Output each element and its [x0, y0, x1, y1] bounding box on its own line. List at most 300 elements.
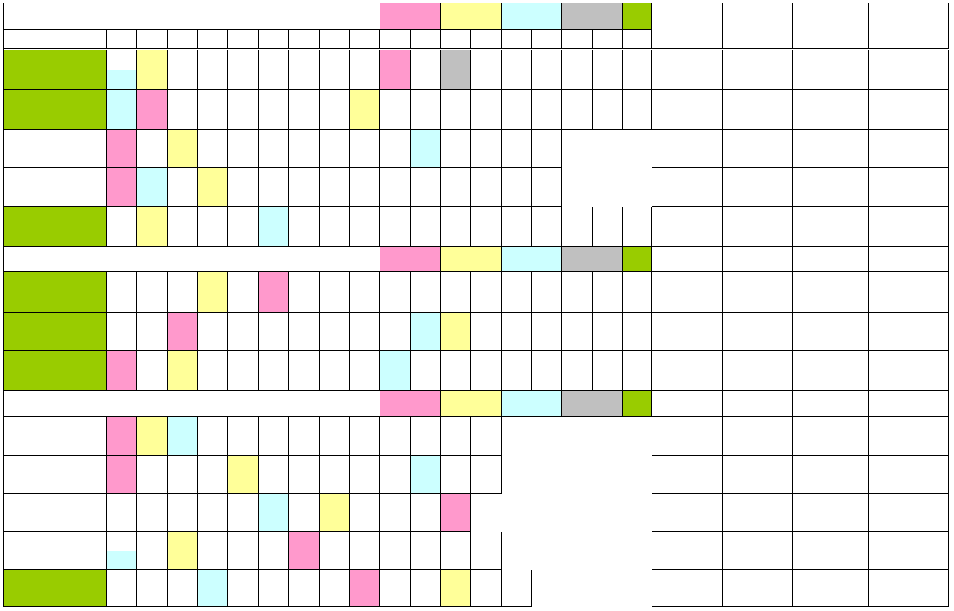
index-score [502, 589, 532, 607]
index-score [228, 332, 259, 351]
index-score [107, 227, 137, 247]
payout-value [869, 570, 949, 607]
horse-number [107, 272, 137, 293]
rank-number [502, 30, 532, 49]
rank-number [168, 30, 198, 49]
horse-number [289, 494, 320, 513]
horse-number [471, 456, 502, 475]
index-score [289, 551, 320, 570]
payout-value [869, 313, 949, 351]
payout-header [652, 30, 723, 49]
index-score [289, 371, 320, 391]
index-score [380, 589, 411, 607]
index-score [259, 110, 289, 130]
legend-turf [623, 3, 652, 30]
horse-number [168, 90, 198, 110]
horse-number [259, 90, 289, 110]
index-score [411, 437, 441, 456]
horse-number [350, 168, 380, 188]
horse-number [107, 532, 137, 551]
index-score [471, 437, 502, 456]
index-score [562, 332, 593, 351]
horse-number [137, 90, 168, 110]
horse-number [562, 313, 593, 332]
race-class [3, 551, 107, 570]
index-score [380, 188, 411, 207]
horse-number [168, 417, 198, 437]
rank-label [3, 30, 107, 49]
horse-number [320, 456, 350, 475]
index-score [411, 188, 441, 207]
horse-number [228, 351, 259, 371]
rank-number [623, 30, 652, 49]
index-score [137, 437, 168, 456]
index-score [380, 475, 411, 494]
legend-turf [623, 247, 652, 272]
payout-value [793, 90, 869, 130]
race-number [3, 351, 107, 371]
index-score [593, 293, 623, 313]
index-score [411, 589, 441, 607]
horse-number [380, 207, 411, 227]
horse-number [471, 90, 502, 110]
index-score [532, 332, 562, 351]
legend-third [502, 391, 562, 417]
race-number [3, 50, 107, 70]
horse-number [198, 351, 228, 371]
payout-header-blank [652, 3, 723, 30]
horse-number [411, 50, 441, 70]
horse-number [289, 207, 320, 227]
rank-number [471, 30, 502, 49]
horse-number [259, 532, 289, 551]
horse-number [320, 272, 350, 293]
legend-first [380, 247, 441, 272]
horse-number [593, 272, 623, 293]
horse-number [259, 351, 289, 371]
race-number [3, 417, 107, 437]
payout-value [723, 351, 793, 391]
horse-number [441, 417, 471, 437]
horse-number [228, 272, 259, 293]
horse-number [471, 168, 502, 188]
horse-number [137, 207, 168, 227]
index-score [532, 371, 562, 391]
index-score [259, 371, 289, 391]
race-number [3, 272, 107, 293]
rank-number [107, 30, 137, 49]
index-score [532, 110, 562, 130]
index-score [137, 589, 168, 607]
horse-number [562, 207, 593, 227]
index-score [289, 110, 320, 130]
race-number [3, 570, 107, 589]
horse-number [107, 50, 137, 70]
index-score [289, 513, 320, 532]
index-score [380, 513, 411, 532]
payout-value [723, 272, 793, 313]
index-score [168, 589, 198, 607]
horse-number [289, 272, 320, 293]
horse-number [198, 313, 228, 332]
horse-number [562, 351, 593, 371]
horse-number [593, 351, 623, 371]
payout-value [869, 168, 949, 207]
horse-number [411, 272, 441, 293]
payout-value [652, 90, 723, 130]
horse-number [168, 456, 198, 475]
index-score [411, 513, 441, 532]
payout-value [652, 351, 723, 391]
index-score [198, 589, 228, 607]
index-score [441, 551, 471, 570]
index-score [471, 371, 502, 391]
index-score [350, 227, 380, 247]
empty-area [502, 532, 652, 570]
index-score [259, 589, 289, 607]
index-score [411, 293, 441, 313]
index-score [259, 149, 289, 168]
horse-number [623, 272, 652, 293]
payout-value [793, 456, 869, 494]
horse-number [502, 272, 532, 293]
index-score [168, 227, 198, 247]
horse-number [502, 168, 532, 188]
payout-value [869, 90, 949, 130]
horse-number [532, 130, 562, 149]
horse-number [137, 50, 168, 70]
horse-number [441, 313, 471, 332]
payout-header [723, 391, 793, 417]
horse-number [532, 168, 562, 188]
index-score [228, 110, 259, 130]
horse-number [198, 532, 228, 551]
horse-number [471, 313, 502, 332]
index-score [350, 437, 380, 456]
horse-number [502, 207, 532, 227]
horse-number [289, 570, 320, 589]
index-score [380, 551, 411, 570]
index-score [593, 70, 623, 90]
index-score [228, 437, 259, 456]
horse-number [137, 168, 168, 188]
index-score [411, 332, 441, 351]
horse-number [532, 351, 562, 371]
horse-number [259, 417, 289, 437]
index-score [198, 149, 228, 168]
empty-area [502, 456, 652, 494]
legend-second [441, 3, 502, 30]
horse-number [198, 90, 228, 110]
horse-number [289, 351, 320, 371]
horse-number [441, 90, 471, 110]
index-score [593, 110, 623, 130]
horse-number [411, 207, 441, 227]
race-class [3, 70, 107, 90]
horse-number [623, 351, 652, 371]
index-score [350, 371, 380, 391]
horse-number [137, 456, 168, 475]
race-number [3, 313, 107, 332]
index-score [198, 293, 228, 313]
index-score [471, 227, 502, 247]
horse-number [532, 272, 562, 293]
payout-value [869, 272, 949, 313]
horse-number [289, 417, 320, 437]
horse-number [350, 130, 380, 149]
payout-value [869, 50, 949, 90]
horse-number [411, 456, 441, 475]
race-number [3, 90, 107, 110]
payout-header [723, 247, 793, 272]
horse-number [380, 168, 411, 188]
index-score [137, 551, 168, 570]
horse-number [228, 90, 259, 110]
horse-number [350, 456, 380, 475]
horse-number [168, 207, 198, 227]
payout-value [652, 570, 723, 607]
horse-number [198, 168, 228, 188]
horse-number [259, 313, 289, 332]
index-score [107, 188, 137, 207]
index-score [350, 551, 380, 570]
horse-number [107, 130, 137, 149]
horse-number [532, 90, 562, 110]
horse-number [198, 417, 228, 437]
payout-value [723, 417, 793, 456]
horse-number [471, 532, 502, 551]
payout-value [723, 50, 793, 90]
index-score [562, 293, 593, 313]
index-score [350, 149, 380, 168]
payout-value [793, 351, 869, 391]
horse-number [137, 532, 168, 551]
horse-number [289, 130, 320, 149]
race-class [3, 293, 107, 313]
horse-number [198, 570, 228, 589]
payout-value [652, 417, 723, 456]
horse-number [198, 130, 228, 149]
horse-number [320, 570, 350, 589]
empty-area [562, 168, 652, 207]
horse-number [168, 272, 198, 293]
index-score [289, 188, 320, 207]
index-score [350, 110, 380, 130]
index-score [198, 70, 228, 90]
payout-header [869, 247, 949, 272]
index-score [137, 475, 168, 494]
horse-number [380, 570, 411, 589]
index-score [137, 332, 168, 351]
index-score [289, 589, 320, 607]
index-score [623, 332, 652, 351]
horse-number [168, 168, 198, 188]
payout-value [869, 417, 949, 456]
horse-number [411, 313, 441, 332]
horse-number [168, 130, 198, 149]
horse-number [228, 168, 259, 188]
index-score [532, 293, 562, 313]
index-score [107, 513, 137, 532]
section-title [3, 391, 380, 417]
payout-value [652, 272, 723, 313]
section-title [3, 3, 380, 30]
index-score [471, 475, 502, 494]
index-score [471, 70, 502, 90]
index-score [137, 371, 168, 391]
payout-header [793, 30, 869, 49]
horse-number [320, 130, 350, 149]
horse-number [198, 50, 228, 70]
index-score [228, 513, 259, 532]
horse-number [350, 351, 380, 371]
index-score [198, 110, 228, 130]
horse-number [593, 313, 623, 332]
index-score [562, 227, 593, 247]
index-score [320, 149, 350, 168]
index-score [441, 110, 471, 130]
horse-number [168, 532, 198, 551]
index-score [441, 293, 471, 313]
horse-number [259, 168, 289, 188]
horse-number [411, 494, 441, 513]
index-score [168, 513, 198, 532]
payout-value [869, 532, 949, 570]
race-number [3, 207, 107, 227]
horse-number [380, 130, 411, 149]
race-class [3, 475, 107, 494]
index-score [471, 551, 502, 570]
horse-number [502, 570, 532, 589]
index-score [411, 110, 441, 130]
index-score [320, 513, 350, 532]
section-title [3, 247, 380, 272]
horse-number [350, 570, 380, 589]
index-score [441, 332, 471, 351]
index-score [441, 188, 471, 207]
horse-number [198, 272, 228, 293]
horse-number [562, 50, 593, 70]
payout-value [793, 494, 869, 532]
rank-number [441, 30, 471, 49]
index-score [107, 149, 137, 168]
index-score [502, 149, 532, 168]
index-score [137, 227, 168, 247]
index-score [198, 513, 228, 532]
horse-number [411, 90, 441, 110]
horse-number [259, 494, 289, 513]
horse-number [137, 130, 168, 149]
horse-number [259, 456, 289, 475]
index-score [380, 437, 411, 456]
horse-number [168, 351, 198, 371]
horse-number [562, 272, 593, 293]
payout-value [723, 207, 793, 247]
horse-number [411, 168, 441, 188]
horse-number [380, 456, 411, 475]
horse-number [593, 207, 623, 227]
index-score [320, 188, 350, 207]
index-score [380, 110, 411, 130]
legend-second [441, 391, 502, 417]
index-score [168, 188, 198, 207]
index-score [228, 551, 259, 570]
payout-value [652, 532, 723, 570]
payout-header-blank [793, 3, 869, 30]
index-score [623, 293, 652, 313]
index-score [168, 293, 198, 313]
index-score [228, 188, 259, 207]
index-score [411, 149, 441, 168]
index-score [441, 513, 471, 532]
rank-number [532, 30, 562, 49]
horse-number [320, 494, 350, 513]
index-score [502, 227, 532, 247]
horse-number [107, 417, 137, 437]
legend-cancel [562, 247, 623, 272]
index-score [532, 70, 562, 90]
index-score [562, 70, 593, 90]
empty-area [532, 570, 652, 607]
legend-cancel [562, 391, 623, 417]
legend-first [380, 3, 441, 30]
index-score [593, 332, 623, 351]
horse-number [107, 207, 137, 227]
index-score [168, 70, 198, 90]
horse-number [259, 130, 289, 149]
payout-value [723, 532, 793, 570]
index-score [228, 227, 259, 247]
horse-number [532, 207, 562, 227]
horse-number [320, 351, 350, 371]
horse-number [471, 130, 502, 149]
horse-number [228, 494, 259, 513]
horse-number [411, 570, 441, 589]
payout-value [793, 532, 869, 570]
horse-number [593, 50, 623, 70]
index-score [411, 70, 441, 90]
horse-number [441, 456, 471, 475]
payout-value [652, 494, 723, 532]
index-score [198, 227, 228, 247]
index-score [168, 371, 198, 391]
index-score [228, 293, 259, 313]
index-score [532, 149, 562, 168]
payout-value [652, 313, 723, 351]
index-score [168, 551, 198, 570]
horse-number [137, 351, 168, 371]
horse-number [137, 313, 168, 332]
rank-number [259, 30, 289, 49]
rank-number [137, 30, 168, 49]
race-class [3, 188, 107, 207]
index-score [441, 589, 471, 607]
index-score [198, 188, 228, 207]
horse-number [350, 207, 380, 227]
horse-number [259, 570, 289, 589]
horse-number [350, 90, 380, 110]
index-score [259, 293, 289, 313]
index-score [107, 551, 137, 570]
index-score [350, 513, 380, 532]
index-score [320, 371, 350, 391]
horse-number [623, 50, 652, 70]
index-score [380, 371, 411, 391]
horse-number [259, 50, 289, 70]
legend-turf [623, 391, 652, 417]
payout-header [793, 247, 869, 272]
horse-number [380, 313, 411, 332]
